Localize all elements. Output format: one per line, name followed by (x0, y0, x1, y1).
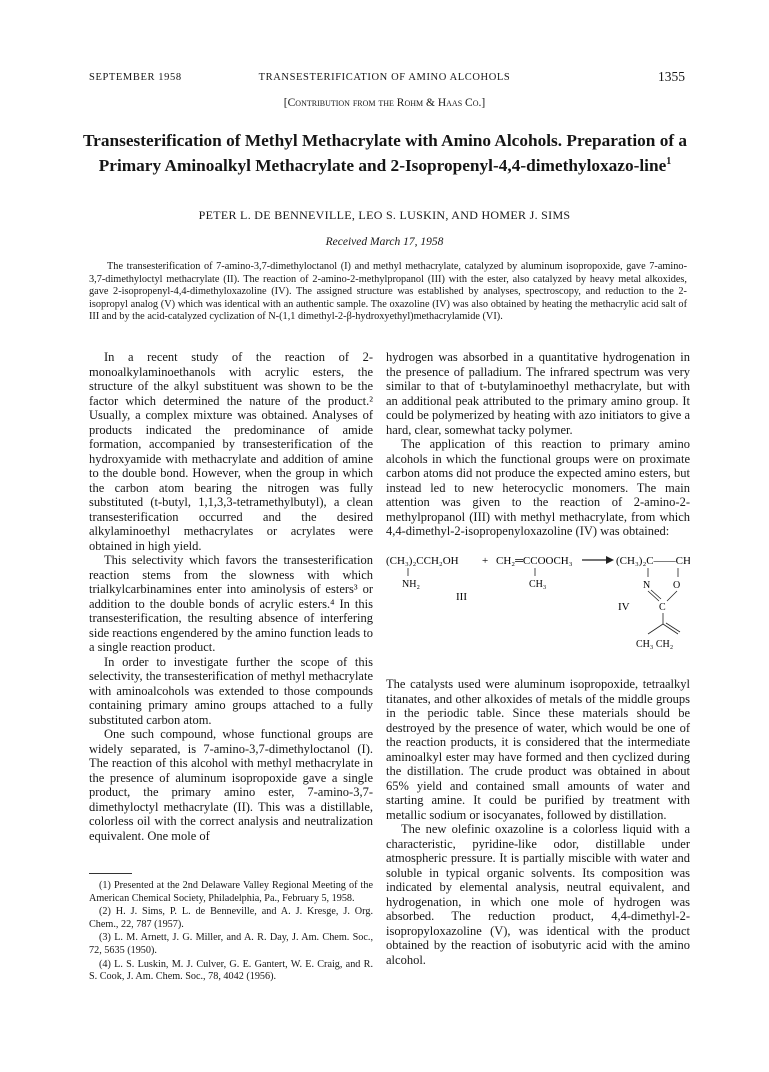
reactant-amino-group: NH₂ (402, 579, 420, 590)
reaction-scheme (386, 552, 690, 670)
product-substituents: CH₃ CH₂ (636, 639, 674, 650)
side-chain-bond (648, 624, 663, 634)
plus-sign: + (482, 555, 489, 567)
body-paragraph: This selectivity which favors the transesterification reaction stems from the slowness with which trialkylcarbinamines enter into aminolysis of esters³ or addition to the double bonds of acrylic esters.⁴ In this transesterification, the resulting absence of interfering side reactions engendered by the amino function leads to a single reaction product. (89, 553, 373, 654)
body-paragraph: In a recent study of the reaction of 2-monoalkylaminoethanols with acrylic esters, the structure of the alkyl substituent was shown to be the factor which determined the nature of the product.² Usually, a complex mixture was obtained. Analyses of products indicated the predominance of amide formation, accompanied by transesterification of the hydroxyamide with methacrylate and addition of amine to the double bond. However, when the group in which the carbon atom bearing the nitrogen was fully substituted (t-butyl, 1,1,3,3-tetramethylbutyl), a clean transesterification occurred and the desired alkylaminoethyl methacrylates or acrylates were obtained in high yield. (89, 350, 373, 553)
reactant-methyl-methacrylate: CH₂═CCOOCH₃ (496, 555, 573, 567)
body-paragraph: One such compound, whose functional groups are widely separated, is 7-amino-3,7-dimethyloctanol (I). The reaction of this alcohol with methyl methacrylate in the presence of aluminum isopropoxide gave a single product, the primary amino ester, 7-amino-3,7-dimethyloctyl methacrylate (II). This was a distillable, colorless oil with the correct analysis and neutralization equivalent. One mole of (89, 727, 373, 843)
compound-label-iii: III (456, 591, 467, 603)
footnote: (3) L. M. Arnett, J. G. Miller, and A. R. Day, J. Am. Chem. Soc., 72, 5635 (1950). (89, 932, 373, 956)
footnote: (4) L. S. Luskin, M. J. Culver, G. E. Gantert, W. E. Craig, and R. S. Cook, J. Am. Chem. Soc., 78, 4042 (1956). (89, 958, 373, 983)
product-ring-top: (CH₃)₂C——CH₂ (616, 555, 690, 567)
footnote: (1) Presented at the 2nd Delaware Valley Regional Meeting of the American Chemical Society, Philadelphia, Pa., February 5, 1958. (89, 880, 373, 904)
body-paragraph: In order to investigate further the scope of this selectivity, the transesterification of methyl methacrylate with aminoalcohols was extended to those compounds containing primary amino groups attached to a fully substituted carbon atom. (89, 654, 373, 727)
compound-label-iv: IV (618, 601, 630, 613)
right-column-bottom (386, 677, 690, 967)
footnotes (89, 880, 373, 985)
reaction-scheme-svg (386, 552, 690, 670)
page-number: 1355 (658, 69, 685, 84)
article-title (75, 130, 695, 176)
contribution-line: [Contribution from the Rohm & Haas Co.] (283, 97, 486, 109)
article-title-text: Transesterification of Methyl Methacrylate with Amino Alcohols. Preparation of a Primary Aminoalkyl Methacrylate and 2-Isopropenyl-4,4-dimethyloxazo-line (82, 131, 688, 175)
body-paragraph: The application of this reaction to primary amino alcohols in which the functional groups were on proximate carbon atoms did not produce the expected amino esters, but instead led to new heterocyclic monomers. The main attention was given to the reaction of 2-amino-2-methylpropanol (III) with methyl methacrylate, from which 4,4-dimethyl-2-isopropenyloxazoline (IV) was obtained: (386, 437, 690, 538)
body-paragraph: The new olefinic oxazoline is a colorless liquid with a characteristic, pyridine-like odor, distillable under atmospheric pressure. It is partially miscible with water and soluble in typical organic solvents. Its composition was indicated by elemental analysis, neutral equivalent, and hydrogenation, in which one mole of hydrogen was absorbed. The reduction product, 4,4-dimethyl-2-isopropyloxazoline (V), was identical with the product obtained by the reaction of isobutyric acid with the amino alcohol. (386, 822, 690, 967)
product-ring-nitrogen: N (643, 580, 651, 591)
reactant-amino-alcohol: (CH₃)₂CCH₂OH (386, 555, 459, 567)
reaction-arrowhead (606, 556, 614, 564)
running-header-date: SEPTEMBER 1958 (89, 72, 182, 83)
product-ring-oxygen: O (673, 580, 681, 591)
left-column (89, 350, 373, 843)
product-ring-carbon: C (659, 602, 666, 613)
reactant-methyl-group: CH₃ (529, 579, 547, 590)
running-header-title: TRANSESTERIFICATION OF AMINO ALCOHOLS (258, 72, 511, 83)
body-paragraph: hydrogen was absorbed in a quantitative hydrogenation in the presence of palladium. The infrared spectrum was very similar to that of t-butylaminoethyl methacrylate, but with an additional peak attributed to the primary amino group. It could be polymerized by heating with azo initiators to give a hard, clear, somewhat tacky polymer. (386, 350, 690, 437)
ring-bond (667, 591, 677, 601)
received-date: Received March 17, 1958 (325, 236, 444, 248)
abstract: The transesterification of 7-amino-3,7-dimethyloctanol (I) and methyl methacrylate, catalyzed by aluminum isopropoxide, gave 7-amino-3,7-dimethyloctyl methacrylate (II). The reaction of 2-amino-2-methylpropanol (III) with the ester, also catalyzed by heavy metal alkoxides, gave 2-isopropenyl-4,4-dimethyloxazoline (IV). The assigned structure was established by analyses, spectroscopy, and reduction to the 2-isopropyl analog (V) which was identical with an authentic sample. The oxazoline (IV) was also obtained by heating the methacrylic acid salt of III and by the acid-catalyzed cyclization of N-(1,1 dimethyl-2-β-hydroxyethyl)methacrylamide (VI). (89, 261, 687, 323)
right-column-top (386, 350, 690, 539)
footnote-divider (89, 873, 132, 874)
title-footnote-mark: 1 (666, 156, 672, 167)
ring-double-bond (651, 590, 661, 599)
author-list: PETER L. DE BENNEVILLE, LEO S. LUSKIN, AND HOMER J. SIMS (198, 208, 571, 222)
footnote: (2) H. J. Sims, P. L. de Benneville, and A. J. Kresge, J. Org. Chem., 22, 787 (1957). (89, 906, 373, 930)
body-paragraph: The catalysts used were aluminum isopropoxide, tetraalkyl titanates, and other alkoxides of metals of the middle groups in the periodic table. Since these materials should be destroyed by the presence of water, which would be one of the reaction products, it is considered that the intermediate aminoalkyl ester may have formed and then cyclized during the distillation. The crude product was obtained in about 65% yield and contained small amounts of water and starting amine. It could be purified by treatment with metallic sodium or isocyanates, followed by distillation. (386, 677, 690, 822)
